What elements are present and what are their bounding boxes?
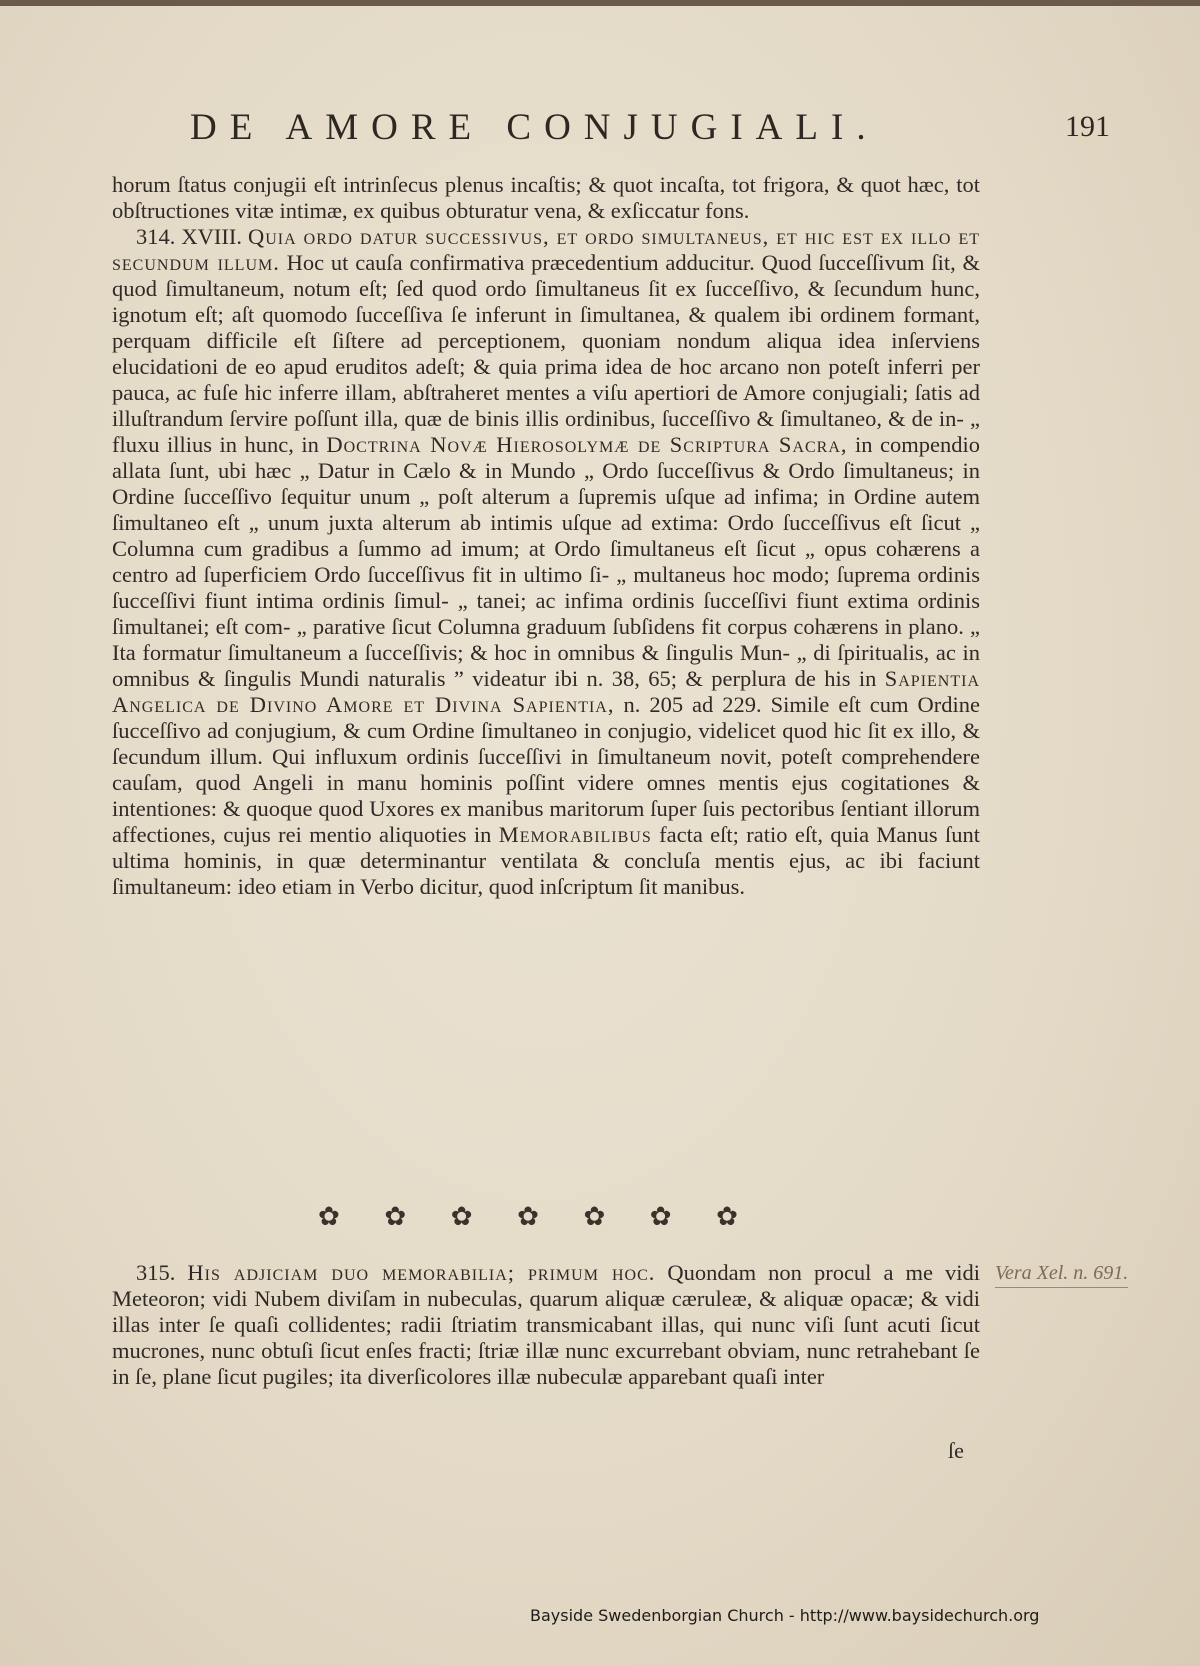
ornament-flower-icon: ✿ [649,1202,672,1232]
page-number: 191 [1065,110,1110,143]
ornament-flower-icon: ✿ [716,1202,738,1232]
ornament-flower-icon: ✿ [318,1202,340,1232]
paragraph-314-heading: Quia ordo datur successivus, et ordo simultaneus, et hic est ex illo et secundum illum. [112,224,981,275]
main-text-block [112,172,980,900]
catchword: ſe [948,1438,964,1463]
continuation-paragraph [112,172,980,224]
ornament-flower-icon: ✿ [583,1202,606,1232]
paragraph-314-end: facta eſt; ratio eſt, quia Manus ſunt ultima hominis, in quæ determinantur ventilata & concluſa mentis ejus, ac ibi faciunt ſimultaneum: ideo etiam in Verbo dicitur, quod inſcriptum ſit manibus. [112,822,981,899]
memorable-block [112,1260,980,1390]
paragraph-315-body: Quondam non procul a me vidi Meteoron; vidi Nubem diviſam in nubeculas, quarum aliquæ cæruleæ, & aliquæ opacæ; & vidi illas inter ſe quaſi collidentes; radii ſtriatim transmicabant illas, qui nunc viſi ſunt acuti ſicut mucrones, nunc obtuſi ſicut enſes fracti; ſtriæ illæ nunc excurrebant obviam, nunc retrahebant ſe in ſe, plane ſicut pugiles; ita diverſicolores illæ nubeculæ apparebant quaſi inter [112,1260,980,1389]
ornament-row [318,1202,738,1230]
paragraph-314-number: 314. XVIII. [136,224,242,249]
reference-memorabilibus: Memorabilibus [498,822,652,847]
paragraph-314-body: Hoc ut cauſa confirmativa præcedentium adducitur. Quod ſucceſſivum ſit, & quod ſimultaneum, notum eſt; ſed quod ordo ſimultaneus ſit ex ſucceſſivo, & ſecundum hunc, ignotum eſt; aſt quomodo ſucceſſiva ſe inferunt in ſimultanea, & qualem ibi ordinem formant, perquam difficile eſt ſiſtere ad perceptionem, quoniam nondum aliqua idea inſerviens elucidationi de eo apud eruditos adeſt; & quia prima idea de hoc arcano non poteſt inferri per pauca, ac fuſe hic inferre illam, abſtraheret mentes a viſu apertiori de Amore conjugiali; ſatis ad illuſtrandum ſervire poſſunt illa, quæ de binis illis ordinibus, ſucceſſivo & ſimultaneo, & de in- „ fluxu illius in hunc, in [112,250,981,457]
continuation-text: horum ſtatus conjugii eſt intrinſecus plenus incaſtis; & quot incaſta, tot frigora, & quot hæc, tot obſtructiones vitæ intimæ, ex quibus obturatur vena, & exſiccatur fons. [112,172,980,223]
paragraph-315 [112,1260,980,1390]
footer-credit: Bayside Swedenborgian Church - http://www.baysidechurch.org [530,1606,1040,1625]
paragraph-315-number: 315. [136,1260,176,1285]
paragraph-314-tail: n. 205 ad 229. Simile eſt cum Ordine ſucceſſivo ad conjugium, & cum Ordine ſimultaneo in conjugio, videlicet quod hic ſit ex illo, & ſecundum illum. Qui influxum ordinis ſucceſſivi in ſimultaneum novit, poteſt comprehendere cauſam, quod Angeli in manu hominis poſſint videre omnes mentis ejus cogitationes & intentiones: & quoque quod Uxores ex manibus maritorum ſuper ſuis pectoribus ſentiant illorum affectiones, cujus rei mentio aliquoties in [112,692,981,847]
reference-doctrina: Doctrina Novæ Hierosolymæ de Scriptura Sacra, [326,432,848,457]
page-header [110,106,1110,156]
handwritten-margin-note: Vera Xel. n. 691. [995,1262,1128,1288]
paragraph-314 [112,224,980,900]
ornament-flower-icon: ✿ [450,1202,473,1232]
reference-sapientia: Sapientia Angelica de Divino Amore et Divina Sapientia, [112,666,981,717]
paragraph-314-quote: in compendio allata ſunt, ubi hæc „ Datur in Cælo & in Mundo „ Ordo ſucceſſivus & Ordo ſimultaneus; in Ordine ſucceſſivo ſequitur unum „ poſt alterum a ſupremis uſque ad infima; in Ordine autem ſimultaneo eſt „ unum juxta alterum ab intimis uſque ad extima: Ordo ſucceſſivus eſt ſicut „ Columna cum gradibus a ſummo ad imum; at Ordo ſimultaneus eſt ſicut „ opus cohærens a centro ad ſuperficiem Ordo ſucceſſivus fit in ultimo ſi- „ multaneus hoc modo; ſuprema ordinis ſucceſſivi fiunt intima ordinis ſimul- „ tanei; ac infima ordinis ſucceſſivi fiunt extima ordinis ſimultanei; eſt com- „ parative ſicut Columna graduum ſubſidens fit corpus cohærens in plano. „ Ita formatur ſimultaneum a ſucceſſivis; & hoc in omnibus & ſingulis Mun- „ di ſpiritualis, ac in omnibus & ſingulis Mundi naturalis ” videatur ibi n. 38, 65; & perplura de his in [112,432,981,691]
paragraph-315-heading: His adjiciam duo memorabilia; primum hoc. [187,1260,656,1285]
book-page [0,6,1200,1666]
ornament-flower-icon: ✿ [517,1202,539,1232]
running-title: DE AMORE CONJUGIALI. [190,107,879,148]
ornament-flower-icon: ✿ [384,1202,407,1232]
